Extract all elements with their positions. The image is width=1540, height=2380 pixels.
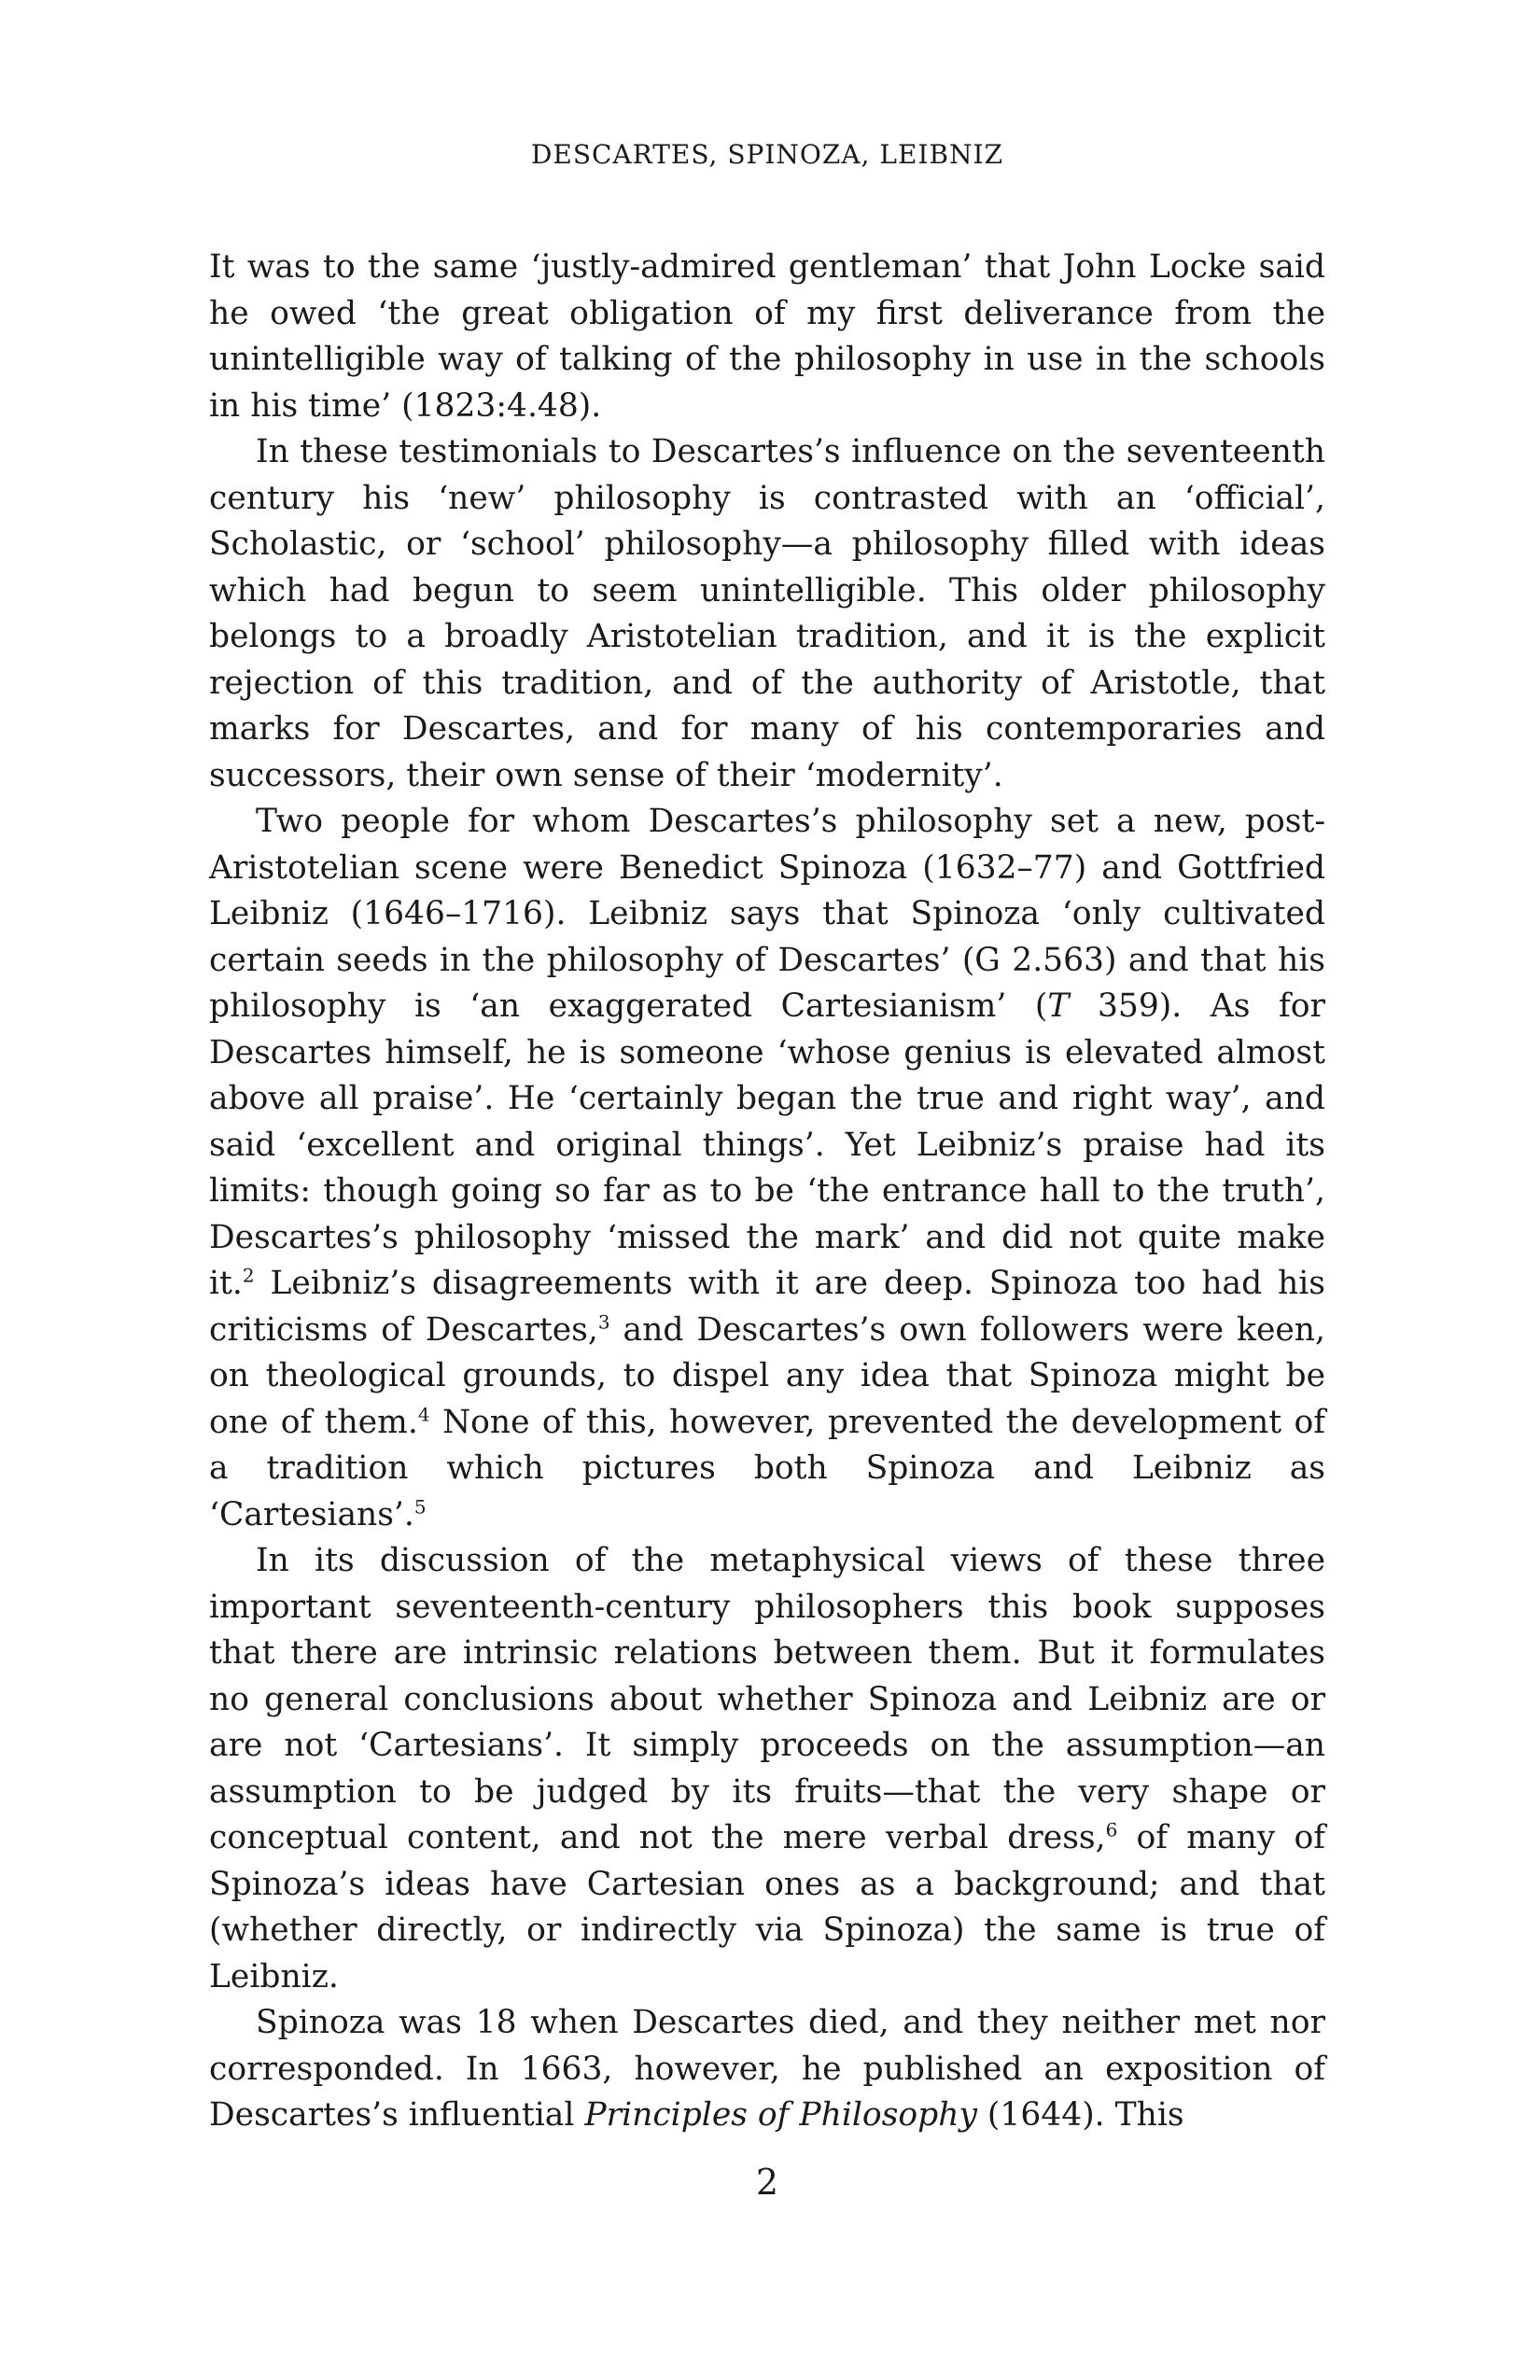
paragraph-5-text-a: Spinoza was 18 when Descartes died, and they neither met nor corresponded. In 1663, however, he published an exposition of Descartes’s influential	[209, 2004, 1325, 2134]
paragraph-2: In these testimonials to Descartes’s influence on the seventeenth century his ‘new’ philosophy is contrasted with an ‘official’, Scholastic, or ‘school’ philosophy—a philosophy filled with ideas which had begun to seem unintelligible. This older philosophy belongs to a broadly Aristotelian tradition, and it is the explicit rejection of this tradition, and of the authority of Aristotle, that marks for Descartes, and for many of his contemporaries and successors, their own sense of their ‘modernity’.	[209, 433, 1325, 794]
running-head: DESCARTES, SPINOZA, LEIBNIZ	[530, 139, 1004, 170]
paragraph-3-text-e: None of this, however, prevented the development of a tradition which pictures both Spinoza and Leibniz as ‘Cartesians’.	[209, 1403, 1325, 1533]
book-page	[209, 0, 1325, 2380]
footnote-ref-6: 6	[1105, 1818, 1118, 1841]
footnote-ref-3: 3	[597, 1310, 610, 1333]
paragraph-3-text-d: and Descartes’s own followers were keen, on theological grounds, to dispel any idea that Spinoza might be one of them.	[209, 1310, 1325, 1441]
paragraph-3-text-c: Leibniz’s disagreements with it are deep. Spinoza too had his criticisms of Descartes,	[209, 1265, 1325, 1349]
page-number: 2	[755, 2162, 779, 2203]
body-text	[209, 245, 1325, 2139]
footnote-ref-4: 4	[417, 1403, 430, 1425]
paragraph-4-text-a: In its discussion of the metaphysical views of these three important seventeenth-century philosophers this book supposes that there are intrinsic relations between them. But it formulates no general conclusions about whether Spinoza and Leibniz are or are not ‘Cartesians’. It simply proceeds on the assumption—an assumption to be judged by its fruits—that the very shape or conceptual content, and not the mere verbal dress,	[209, 1542, 1325, 1856]
paragraph-3	[209, 799, 1325, 1538]
paragraph-3-text-b: 359). As for Descartes himself, he is someone ‘whose genius is elevated almost above all praise’. He ‘certainly began the true and right way’, and said ‘excellent and original things’. Yet Leibniz’s praise had its limits: though going so far as to be ‘the entrance hall to the truth’, Descartes’s philosophy ‘missed the mark’ and did not quite make it.	[209, 987, 1326, 1302]
paragraph-4-text-b: of many of Spinoza’s ideas have Cartesian ones as a background; and that (whether directly, or indirectly via Spinoza) the same is true of Leibniz.	[209, 1819, 1325, 1995]
paragraph-3-italic-t: T	[1047, 987, 1070, 1025]
paragraph-5	[209, 2000, 1325, 2139]
book-title-principles: Principles of Philosophy	[584, 2096, 977, 2134]
paragraph-5-text-b: (1644). This	[976, 2096, 1184, 2134]
footnote-ref-5: 5	[413, 1495, 427, 1518]
paragraph-4	[209, 1538, 1325, 2000]
paragraph-3-text-a: Two people for whom Descartes’s philosophy set a new, post-Aristotelian scene were Benedict Spinoza (1632–77) and Gottfried Leibniz (1646–1716). Leibniz says that Spinoza ‘only cultivated certain seeds in the philosophy of Descartes’ (G 2.563) and that his philosophy is ‘an exaggerated Cartesianism’ (	[209, 803, 1325, 1025]
paragraph-1: It was to the same ‘justly-admired gentleman’ that John Locke said he owed ‘the great obligation of my first deliverance from the unintelligible way of talking of the philosophy in use in the schools in his time’ (1823:4.48).	[209, 248, 1325, 425]
footnote-ref-2: 2	[242, 1264, 255, 1287]
